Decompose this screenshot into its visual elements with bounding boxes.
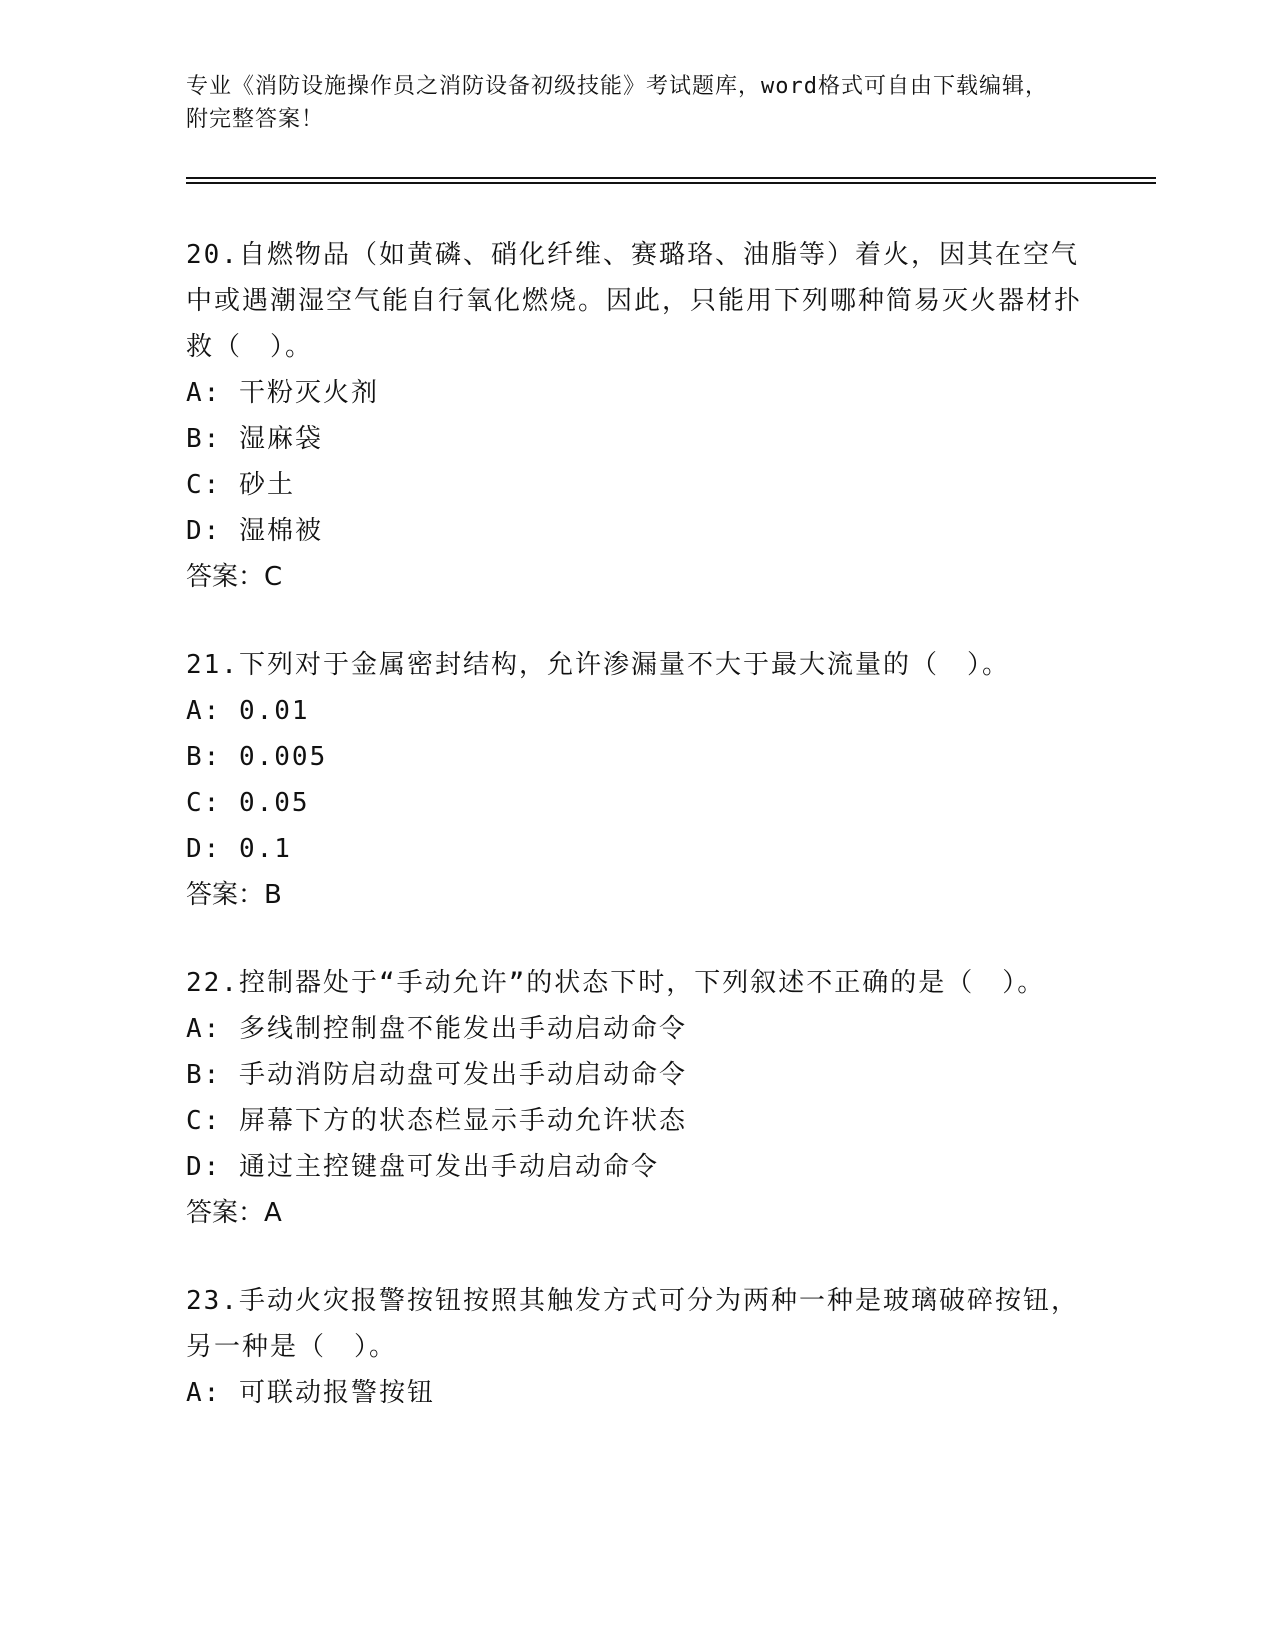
option-d: D: 通过主控键盘可发出手动启动命令 — [186, 1152, 659, 1182]
option-a: A: 多线制控制盘不能发出手动启动命令 — [186, 1014, 687, 1044]
question-stem: 23.手动火灾报警按钮按照其触发方式可分为两种一种是玻璃破碎按钮，另一种是（ ）。 — [186, 1286, 1079, 1362]
option-b: B: 湿麻袋 — [186, 424, 323, 454]
option-c: C: 屏幕下方的状态栏显示手动允许状态 — [186, 1106, 687, 1136]
answer-label: 答案：B — [186, 880, 282, 910]
question-23 — [186, 1278, 1086, 1416]
option-a: A: 0.01 — [186, 696, 310, 726]
option-d: D: 0.1 — [186, 834, 292, 864]
answer-label: 答案：C — [186, 562, 283, 592]
question-22 — [186, 960, 1086, 1236]
question-stem: 20.自燃物品（如黄磷、硝化纤维、赛璐珞、油脂等）着火，因其在空气中或遇潮湿空气能自行氧化燃烧。因此，只能用下列哪种简易灭火器材扑救（ ）。 — [186, 240, 1083, 362]
header-divider-top — [186, 177, 1156, 179]
option-a: A: 干粉灭火剂 — [186, 378, 379, 408]
header-divider-bottom — [186, 182, 1156, 184]
option-b: B: 手动消防启动盘可发出手动启动命令 — [186, 1060, 687, 1090]
option-c: C: 0.05 — [186, 788, 310, 818]
answer-label: 答案：A — [186, 1198, 282, 1228]
option-a: A: 可联动报警按钮 — [186, 1378, 435, 1408]
option-b: B: 0.005 — [186, 742, 328, 772]
question-stem: 22.控制器处于“手动允许”的状态下时，下列叙述不正确的是（ ）。 — [186, 968, 1046, 998]
option-d: D: 湿棉被 — [186, 516, 323, 546]
question-21 — [186, 642, 1086, 918]
document-header: 专业《消防设施操作员之消防设备初级技能》考试题库，word格式可自由下载编辑，附完整答案！ — [186, 74, 1048, 132]
question-stem: 21.下列对于金属密封结构，允许渗漏量不大于最大流量的（ ）。 — [186, 650, 1010, 680]
question-list — [186, 232, 1086, 1458]
question-20 — [186, 232, 1086, 600]
option-c: C: 砂土 — [186, 470, 295, 500]
